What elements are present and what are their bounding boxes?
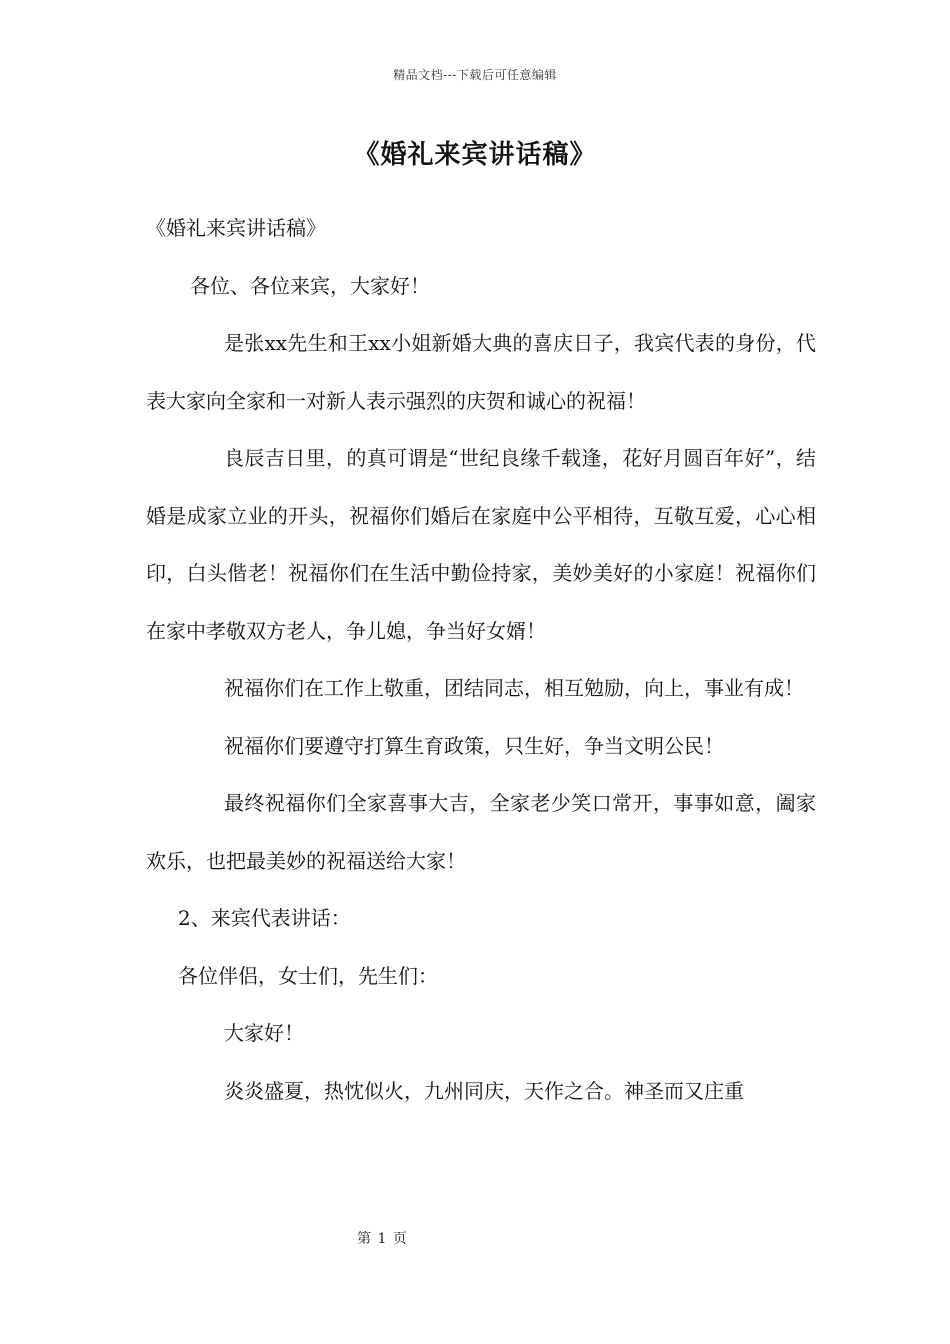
document-title: 《婚礼来宾讲话稿》 (353, 140, 597, 170)
paragraph-body: 祝福你们在工作上敬重，团结同志，相互勉励，向上，事业有成！ (224, 676, 804, 700)
section-heading: 2、来宾代表讲话： (178, 906, 351, 930)
paragraph-body: 最终祝福你们全家喜事大吉，全家老少笑口常开，事事如意，阖家欢乐，也把最美妙的祝福送给大家！ (146, 791, 816, 873)
document-body (146, 200, 816, 1120)
header-note: 精品文档---下载后可任意编辑 (393, 68, 557, 82)
paragraph-body: 是张xx先生和王xx小姐新婚大典的喜庆日子，我宾代表的身份，代表大家向全家和一对新人表示强烈的庆贺和诚心的祝福！ (146, 331, 816, 413)
paragraph-greeting: 各位、各位来宾，大家好！ (190, 273, 430, 298)
page-number: 第 1 页 (357, 1231, 408, 1247)
paragraph-subtitle: 《婚礼来宾讲话稿》 (146, 216, 326, 240)
paragraph-greeting: 大家好！ (224, 1021, 304, 1045)
paragraph-body: 炎炎盛夏，热忱似火，九州同庆，天作之合。神圣而又庄重 (224, 1078, 744, 1103)
paragraph-body: 祝福你们要遵守打算生育政策，只生好，争当文明公民！ (224, 733, 724, 758)
paragraph-salutation: 各位伴侣，女士们，先生们： (178, 963, 438, 988)
paragraph-body: 良辰吉日里，的真可谓是“世纪良缘千载逢，花好月圆百年好”，结婚是成家立业的开头，祝福你们婚后在家庭中公平相待，互敬互爱，心心相印，白头偕老！祝福你们在生活中勤俭持家，美妙美好的小家庭！祝福你们在家中孝敬双方老人，争儿媳，争当好女婿！ (146, 446, 816, 643)
